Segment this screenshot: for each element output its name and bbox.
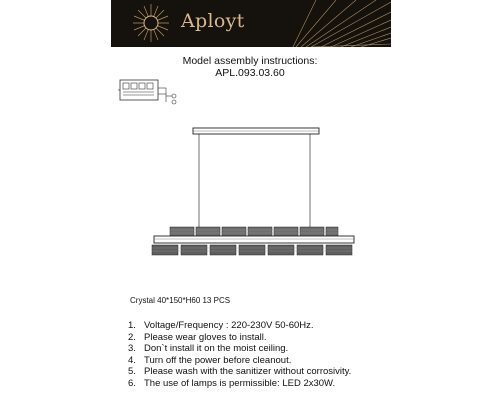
brand-logo: Aployt <box>181 10 245 32</box>
wiring-diagram <box>118 76 180 108</box>
crystal-note: Crystal 40*150*H60 13 PCS <box>130 296 231 305</box>
spec-list <box>128 320 351 390</box>
brand-banner <box>111 0 391 47</box>
spec-item: 2. Please wear gloves to install. <box>128 331 267 343</box>
pendant-lamp-drawing <box>150 126 355 266</box>
model-number: APL.093.03.60 <box>215 67 285 79</box>
page-title: Model assembly instructions: <box>182 55 318 67</box>
spec-item: 3. Don`t install it on the moist ceiling. <box>128 343 289 355</box>
sunburst-decoration <box>111 0 391 47</box>
spec-item: 4. Turn off the power before cleanout. <box>128 354 292 366</box>
spec-item: 1. Voltage/Frequency : 220-230V 50-60Hz. <box>128 320 314 331</box>
spec-item: 6. The use of lamps is permissible: LED 2x30W. <box>128 377 336 389</box>
spec-item: 5. Please wash with the sanitizer without corrosivity. <box>128 366 352 378</box>
